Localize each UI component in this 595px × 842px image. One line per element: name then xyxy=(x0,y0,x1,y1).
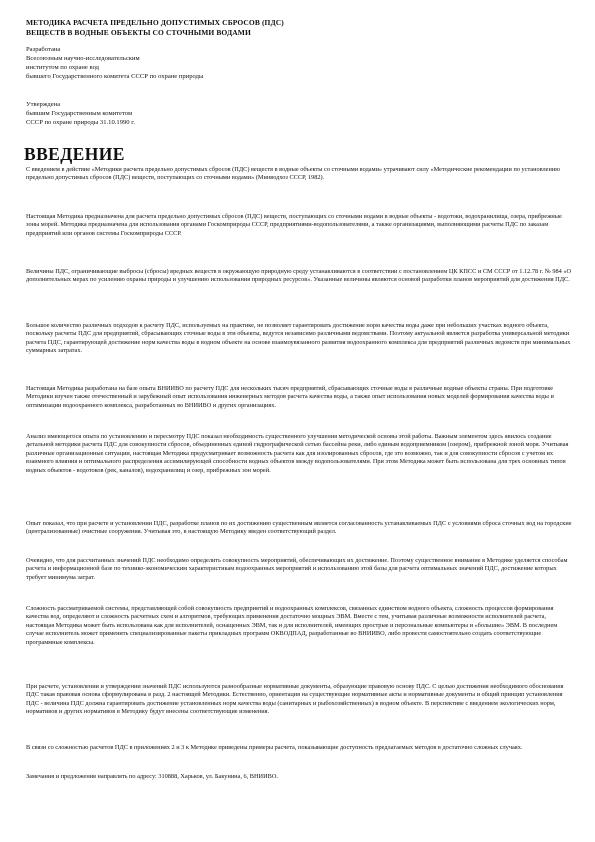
paragraph: Величины ПДС, ограничивающие выбросы (сбросы) вредных веществ в окружающую природную среду устанавливаются в соответствии с постановлением ЦК КПСС и СМ СССР от 1.12.78 г. № 984 «О дополнительных мерах по усилению охраны природы и улучшению использования природных ресурсов». Указанные величины являются основой разработки планов мероприятий для достижения ПДС. xyxy=(26,268,572,284)
developed-line: институтом по охране вод xyxy=(26,63,100,71)
paragraph: Опыт показал, что при расчете и установлении ПДС, разработке планов по их достижению существенным является согласованность устанавливаемых ПДС с условиями сброса сточных вод на городские (централизованные) очистные сооружения. Учитывая это, в настоящую Методику введен соответствующий раздел. xyxy=(26,520,572,536)
title-line: МЕТОДИКА РАСЧЕТА ПРЕДЕЛЬНО ДОПУСТИМЫХ СБРОСОВ (ПДС) xyxy=(26,18,284,27)
paragraph: Большое количество различных подходов к расчету ПДС, используемых на практике, не позволяет гарантировать достижение норм качества воды даже при небольших участках водного объекта, поскольку расчеты ПДС для предприятий, сбрасывающих сточные воды в эти объекты, ведутся независимо различными ведомствами. Поэтому актуальной является разработка универсальной методики расчета ПДС, гарантирующей достижение норм качества воды в водном объекте на основе взаимоувязанного развития водоохранного комплекса для предприятий различных ведомств при минимальных суммарных затратах. xyxy=(26,322,571,355)
developed-line: Всесоюзным научно-исследовательским xyxy=(26,54,140,62)
developed-line: бывшего Государственного комитета СССР по охране природы xyxy=(26,72,204,80)
paragraph: Замечания и предложения направлять по адресу: 310888, Харьков, ул. Бакунина, 6, ВНИИВО. xyxy=(26,773,278,780)
developed-line: Разработана xyxy=(26,46,61,53)
approved-line: бывшим Государственным комитетом xyxy=(26,109,133,117)
paragraph: Анализ имеющегося опыта по установлению и пересмотру ПДС показал необходимость существенного улучшения методической основы этой работы. Важным элементом здесь явилось создание детальной методики расчета ПДС для совокупности сбросов, объединенных единой гидрографической сетью бассейна реки, либо единым водоприемником (озером), прибрежной зоной моря. Учитывая различные организационные ситуации, настоящая Методика предусматривает возможность расчета как для изолированных сбросов, где это возможно, так и для совокупности сбросов с учетом их взаимного влияния и оптимального распределения ассимилирующей способности водных объектов между водопользователями. При этом Методика может быть использована для трех основных типов водных объектов - водотоков (рек, каналов), водохранилищ и озер, прибрежных зон морей. xyxy=(26,433,569,474)
section-heading: ВВЕДЕНИЕ xyxy=(24,144,125,164)
approved-line: СССР по охране природы 31.10.1990 г. xyxy=(26,118,135,126)
paragraph: При расчете, установлении и утверждении значений ПДС используются разнообразные нормативные документы, образующие правовую основу ПДС. С целью достижения необходимого обоснования ПДС такая правовая основа сформулирована в разд. 2 настоящей Методики. Естественно, ориентация на существующие нормативные акты и нормативные документы и общий принцип установления ПДС - величина ПДС должна гарантировать достижение установленных норм качества воды (санитарных и рыбохозяйственных) в водном объекте. В перспективе с введением экологических норм, нормативов и других нормативов в Методику будут внесены соответствующие изменения. xyxy=(26,683,564,716)
approved-by-block xyxy=(26,101,135,128)
paragraph: В связи со сложностью расчетов ПДС в приложениях 2 и 3 к Методике приведены примеры расчета, показывающие доступность предлагаемых методов в достаточно сложных случаях. xyxy=(26,744,523,751)
paragraph: Сложность рассматриваемой системы, представляющей собой совокупность предприятий и водоохранных комплексов, связанных единством водного объекта, сложность процессов формирования качества вод, определяют и сложность расчетных схем и алгоритмов, требующих применения достаточно мощных ЭВМ. Вместе с тем, учитывая различные возможности исполнителей расчета, настоящая Методика может быть использована как для исполнителей, оснащенных ЭВМ, так и для исполнителей, имеющих прострые и персональные компьютеры и «большие» ЭВМ. В последнем случае исполнитель может применить специализированные пакеты прикладных программ ОКВОДПАД, разработанные во ВНИИВО, либо провести самостоятельно создать соответствующие программные комплексы. xyxy=(26,605,558,646)
title-line: ВЕЩЕСТВ В ВОДНЫЕ ОБЪЕКТЫ СО СТОЧНЫМИ ВОДАМИ xyxy=(26,28,251,37)
paragraph: Настоящая Методика предназначена для расчета предельно допустимых сбросов (ПДС) веществ, поступающих со сточными водами в водные объекты - водотоки, водохранилища, озера, прибрежные зоны морей. Методика предназначена для использования органами Госкомприроды СССР, предприятиями-водопользователями, а также организациями, выполняющими расчеты ПДС по заказам предприятий или органов системы Госкомприроды СССР. xyxy=(26,213,562,237)
paragraph: Настоящая Методика разработана на базе опыта ВНИИВО по расчету ПДС для нескольких тысяч предприятий, сбрасывающих сточные воды в различные водные объекты страны. При подготовке Методики изучен также отечественный и зарубежный опыт использования инженерных методов расчета качества воды, а также опыт использования новых моделей формирования качества воды и оптимизации водоохранного комплекса, разработанных во ВНИИВО и других организациях. xyxy=(26,385,554,409)
paragraph: С введением в действие «Методики расчета предельно допустимых сбросов (ПДС) веществ в водные объекты со сточными водами» утрачивают силу «Методические рекомендации по установлению предельно допустимых сбросов (ПДС) веществ, поступающих со сточными водами» (Минводхоз СССР, 1982). xyxy=(26,166,560,182)
document-title xyxy=(26,18,571,38)
approved-line: Утверждена xyxy=(26,101,61,108)
paragraph: Очевидно, что для рассчитанных значений ПДС необходимо определить совокупность мероприятий, обеспечивающих их достижение. Поэтому существенное внимание в Методике уделяется способам расчета и информационной базе по технико-экономическим характеристикам водоохранных мероприятий и использованию этой базы для расчета оптимальных значений ПДС, достижение которых требует минимума затрат. xyxy=(26,557,568,581)
developed-by-block xyxy=(26,46,203,82)
